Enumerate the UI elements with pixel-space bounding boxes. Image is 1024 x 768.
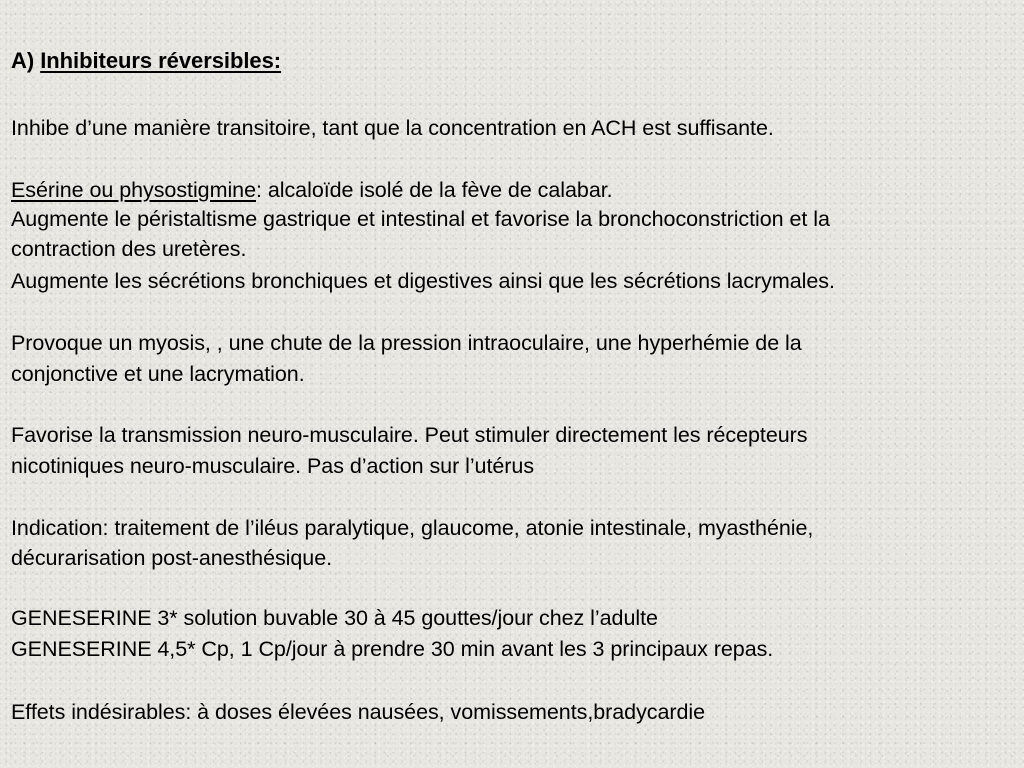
paragraph-indication-line1: Indication: traitement de l’iléus paralytique, glaucome, atonie intestinale, myasthénie, xyxy=(11,516,814,540)
paragraph-transmission-line2: nicotiniques neuro-musculaire. Pas d’action sur l’utérus xyxy=(11,454,535,478)
paragraph-dosage-line2: GENESERINE 4,5* Cp, 1 Cp/jour à prendre 30 min avant les 3 principaux repas. xyxy=(11,637,774,661)
eserine-description: : alcaloïde isolé de la fève de calabar. xyxy=(256,178,613,202)
eserine-label: Esérine ou physostigmine xyxy=(11,178,256,202)
paragraph-myosis-line1: Provoque un myosis, , une chute de la pression intraoculaire, une hyperhémie de la xyxy=(11,331,802,355)
paragraph-dosage-line1: GENESERINE 3* solution buvable 30 à 45 gouttes/jour chez l’adulte xyxy=(11,606,658,630)
paragraph-peristaltism-line1: Augmente le péristaltisme gastrique et intestinal et favorise la bronchoconstriction et la xyxy=(11,207,830,231)
heading-prefix: A) xyxy=(11,48,41,73)
paragraph-side-effects: Effets indésirables: à doses élevées nausées, vomissements,bradycardie xyxy=(11,700,706,724)
paragraph-myosis-line2: conjonctive et une lacrymation. xyxy=(11,362,305,386)
paragraph-mechanism: Inhibe d’une manière transitoire, tant que la concentration en ACH est suffisante. xyxy=(11,116,774,140)
paragraph-eserine xyxy=(11,177,613,203)
paragraph-secretions: Augmente les sécrétions bronchiques et digestives ainsi que les sécrétions lacrymales. xyxy=(11,269,835,293)
paragraph-peristaltism-line2: contraction des uretères. xyxy=(11,237,247,261)
section-heading xyxy=(11,48,281,74)
paragraph-transmission-line1: Favorise la transmission neuro-musculaire. Peut stimuler directement les récepteurs xyxy=(11,423,808,447)
paragraph-indication-line2: décurarisation post-anesthésique. xyxy=(11,546,333,570)
heading-title: Inhibiteurs réversibles: xyxy=(40,48,282,73)
